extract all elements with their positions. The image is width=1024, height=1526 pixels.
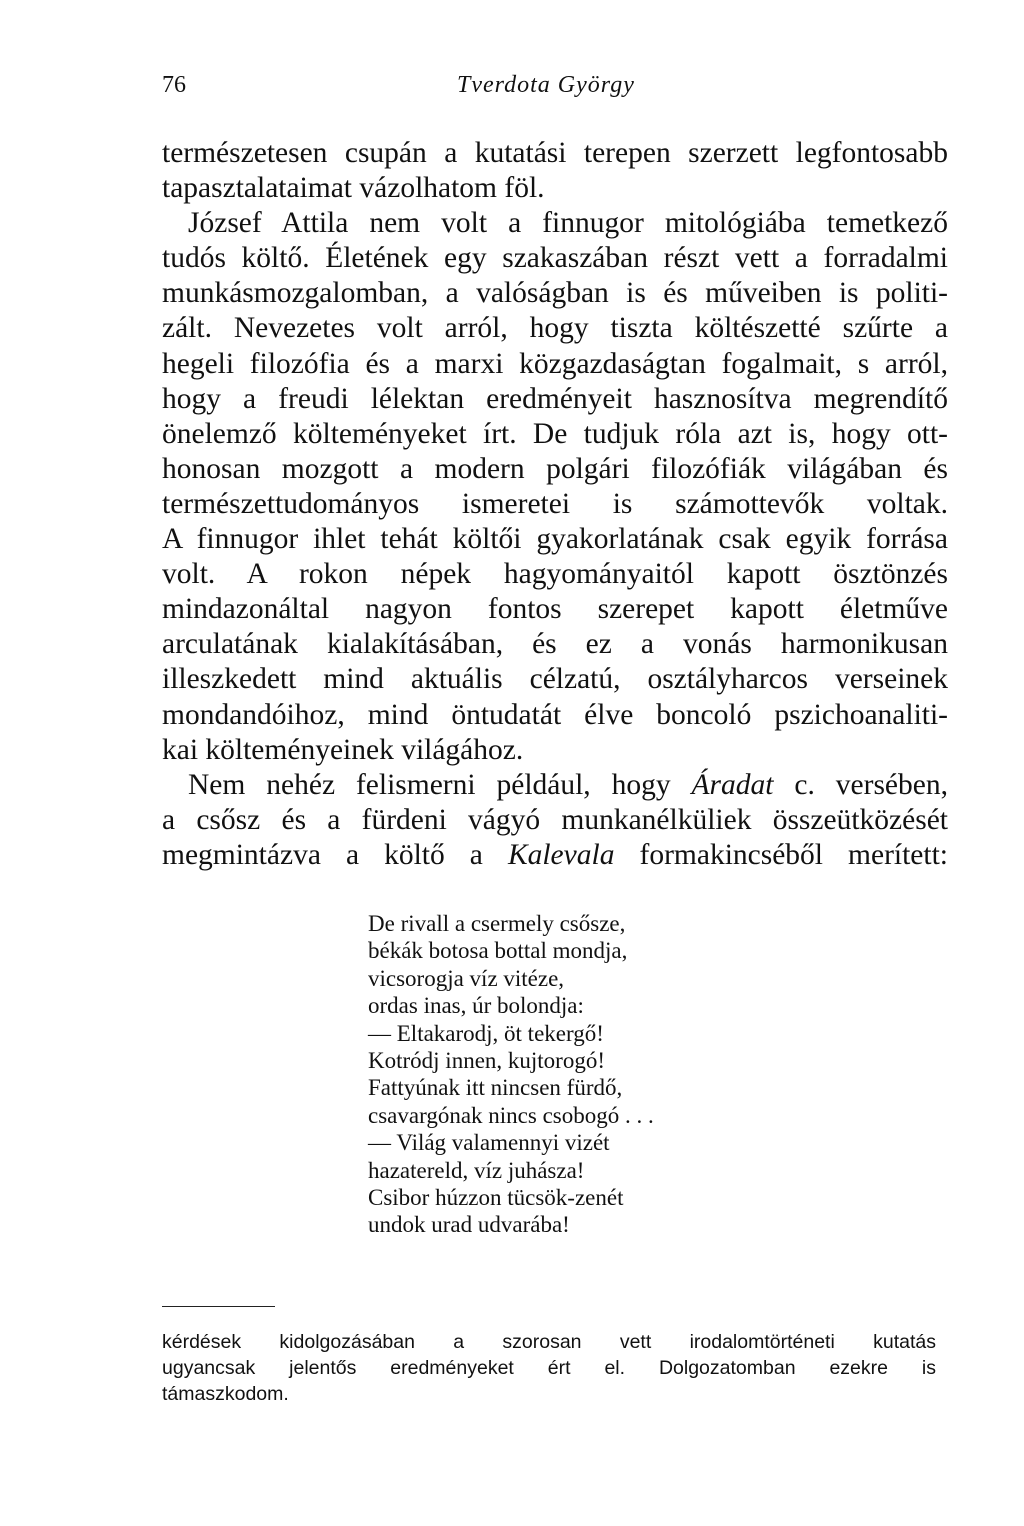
footnote-line: támaszkodom. <box>162 1382 289 1405</box>
body-text-run: c. versében, <box>773 768 948 801</box>
body-line <box>162 838 948 873</box>
poem-line: Kotródj innen, kujtorogó! <box>368 1047 605 1073</box>
body-text-run: Nem nehéz felismerni például, hogy <box>188 768 692 801</box>
body-line: hegeli filozófia és a marxi közgazdaságtan fogalmait, s arról, <box>162 347 948 380</box>
poem-line: hazatereld, víz juhásza! <box>368 1157 585 1183</box>
body-line: zált. Nevezetes volt arról, hogy tiszta költészetté szűrte a <box>162 312 948 345</box>
poem-line: Fattyúnak itt nincsen fürdő, <box>368 1075 623 1101</box>
body-line: önelemző költeményeket írt. De tudjuk róla azt is, hogy ott- <box>162 417 948 450</box>
poem-line: Csibor húzzon tücsök-zenét <box>368 1184 624 1210</box>
poem-line: De rivall a csermely csősze, <box>368 911 626 936</box>
poem-title-aradat: Áradat <box>691 768 774 801</box>
running-head: Tverdota György <box>457 72 635 98</box>
body-line: mondandóihoz, mind öntudatát élve boncoló pszichoanaliti- <box>162 698 948 731</box>
poem-line: — Eltakarodj, öt tekergő! <box>368 1020 604 1046</box>
body-line: A finnugor ihlet tehát költői gyakorlatának csak egyik forrása <box>162 523 948 556</box>
body-text-run: formakincséből merített: <box>614 838 948 871</box>
body-line: tudós költő. Életének egy szakaszában részt vett a forradalmi <box>162 242 948 275</box>
poem-line: ordas inas, úr bolondja: <box>368 993 584 1019</box>
footnote-line: ugyancsak jelentős eredményeket ért el. Dolgozatomban ezekre is <box>162 1356 936 1379</box>
body-line: honosan mozgott a modern polgári filozófiák világában és <box>162 452 948 485</box>
footnote-divider <box>162 1306 275 1307</box>
poem-line: — Világ valamennyi vizét <box>368 1130 610 1156</box>
work-title-kalevala: Kalevala <box>507 838 615 871</box>
body-line: volt. A rokon népek hagyományaitól kapott ösztönzés <box>162 558 948 591</box>
body-line: kai költeményeinek világához. <box>162 733 524 766</box>
body-line: arculatának kialakításában, és ez a vonás harmonikusan <box>162 628 948 661</box>
poem-line: békák botosa bottal mondja, <box>368 938 628 964</box>
poem-quote <box>368 910 788 1239</box>
body-line: természettudományos ismeretei is számottevők voltak. <box>162 487 948 520</box>
body-line: hogy a freudi lélektan eredményeit hasznosítva megrendítő <box>162 382 948 415</box>
body-line: mindazonáltal nagyon fontos szerepet kapott életműve <box>162 593 948 626</box>
body-text-run: megmintázva a költő a <box>162 838 508 871</box>
body-line <box>162 768 948 803</box>
body-line: természetesen csupán a kutatási terepen szerzett legfontosabb <box>162 137 948 169</box>
page-number: 76 <box>162 72 186 98</box>
poem-line: undok urad udvarába! <box>368 1212 570 1238</box>
body-line: illeszkedett mind aktuális célzatú, osztályharcos verseinek <box>162 663 948 696</box>
body-line: munkásmozgalomban, a valóságban is és műveiben is politi- <box>162 277 948 310</box>
body-line: a csősz és a fürdeni vágyó munkanélküliek összeütközését <box>162 803 948 836</box>
footnote-line: kérdések kidolgozásában a szorosan vett irodalomtörténeti kutatás <box>162 1331 936 1353</box>
page-header <box>162 72 862 108</box>
body-line: tapasztalataimat vázolhatom föl. <box>162 172 545 205</box>
poem-line: vicsorogja víz vitéze, <box>368 965 565 991</box>
poem-line: csavargónak nincs csobogó . . . <box>368 1102 654 1128</box>
footnote <box>162 1330 936 1407</box>
body-line: József Attila nem volt a finnugor mitológiába temetkező <box>188 207 948 240</box>
body-text <box>162 136 948 873</box>
